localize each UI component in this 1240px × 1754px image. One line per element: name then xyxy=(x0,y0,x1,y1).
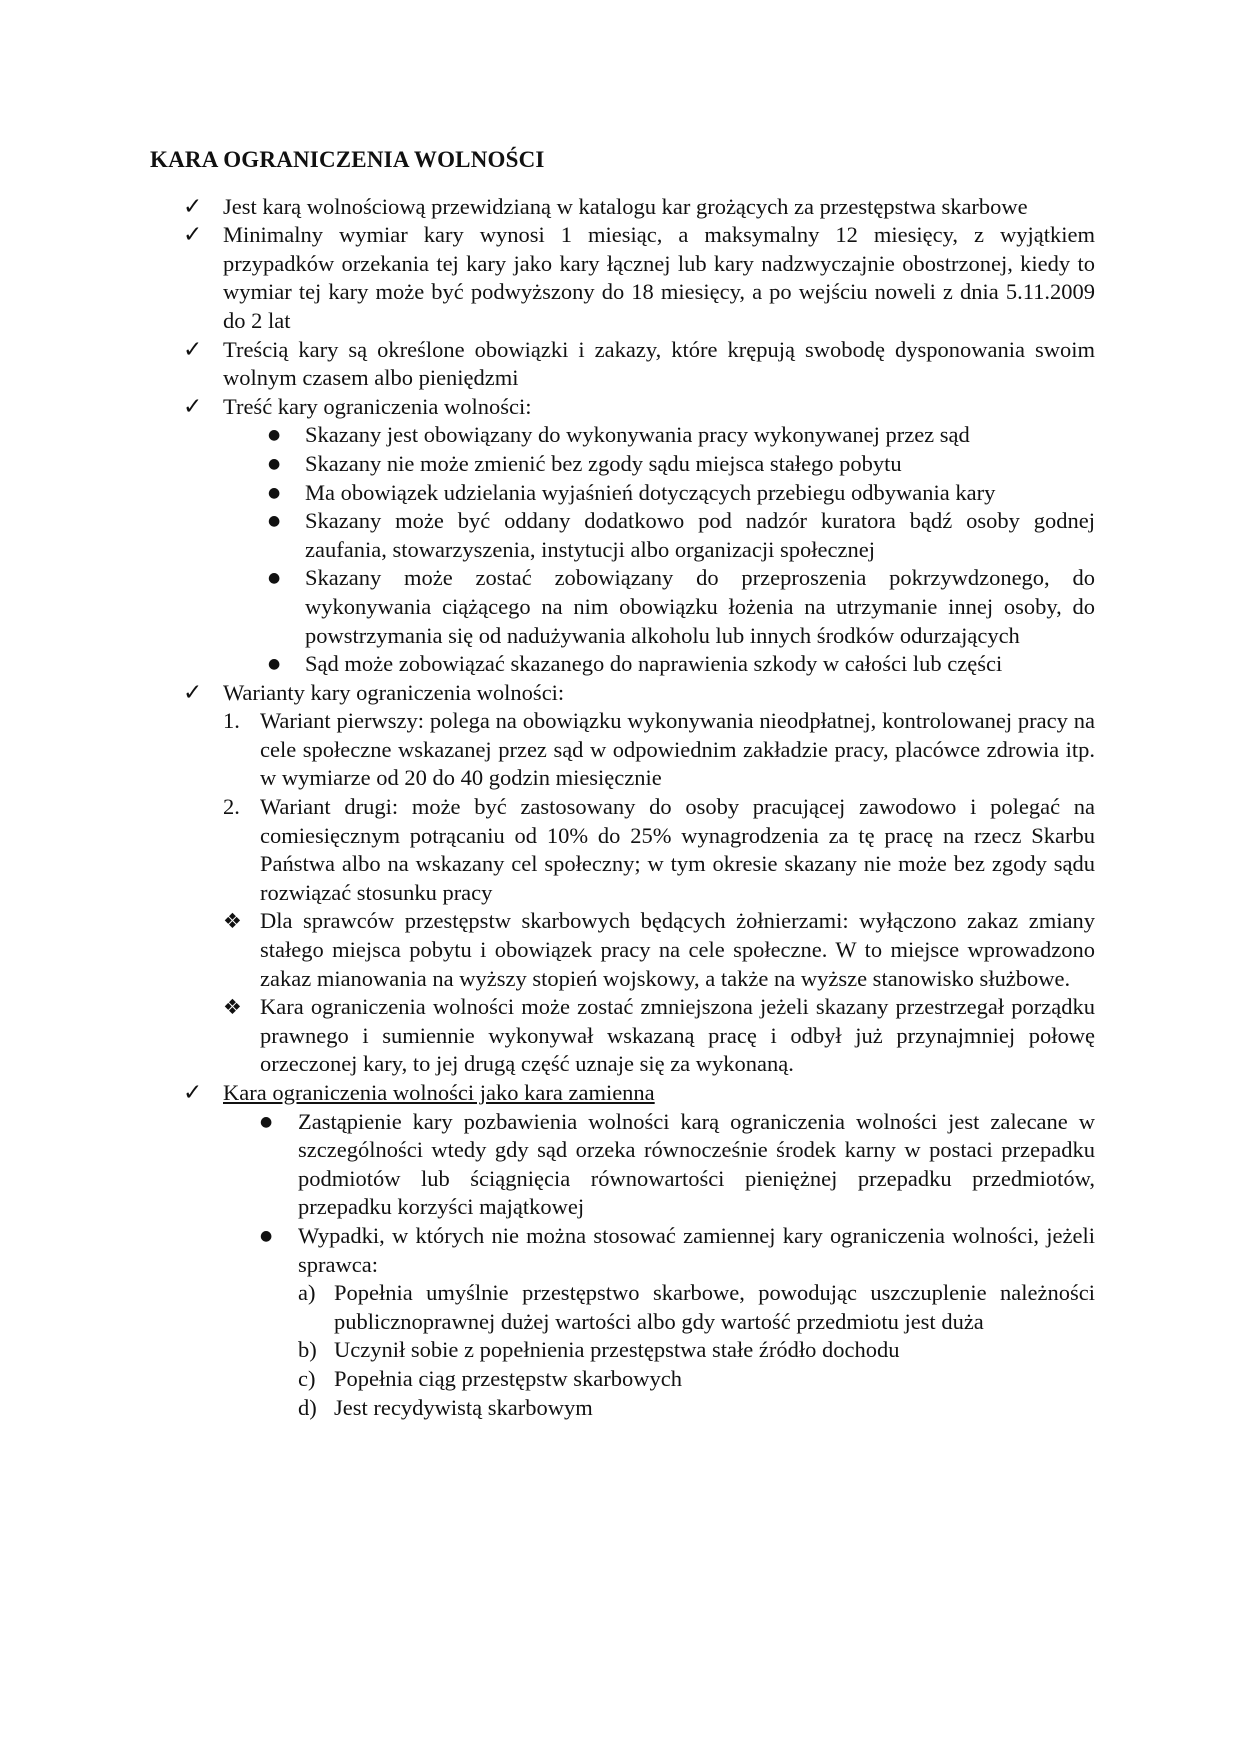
bullet-icon: ● xyxy=(260,1113,273,1130)
list-item: ✓ Treścią kary są określone obowiązki i zakazy, które krępują swobodę dysponowania swoim wolnym czasem albo pieniędzmi xyxy=(183,336,1095,391)
diamond-icon: ❖ xyxy=(223,909,242,934)
bullet-icon: ● xyxy=(268,484,281,501)
sub-list-item: ● Ma obowiązek udzielania wyjaśnień dotyczących przebiegu odbywania kary xyxy=(150,479,1095,508)
list-item: ✓ Jest karą wolnościową przewidzianą w katalogu kar grożących za przestępstwa skarbowe xyxy=(183,193,1028,220)
check-mark-icon: ✓ xyxy=(183,1080,203,1106)
lettered-item: b) Uczynił sobie z popełnienia przestępstwa stałe źródło dochodu xyxy=(298,1337,900,1363)
sub-list-item: ● Skazany może być oddany dodatkowo pod nadzór kuratora bądź osoby godnej zaufania, stowarzyszenia, instytucji albo organizacji społecznej xyxy=(268,508,1095,562)
list-item: ✓ Treść kary ograniczenia wolności: xyxy=(183,393,532,420)
note-item: ❖ Dla sprawców przestępstw skarbowych będących żołnierzami: wyłączono zakaz zmiany stałego miejsca pobytu i obowiązek pracy na cele społeczne. W to miejsce wprowadzono zakaz mianowania na wyższy stopień wojskowy, a także na wyższe stanowisko służbowe. xyxy=(223,908,1095,991)
lettered-item: c) Popełnia ciąg przestępstw skarbowych xyxy=(298,1365,683,1391)
bullet-icon: ● xyxy=(268,570,281,587)
document-page xyxy=(150,146,1095,1422)
section-heading: Kara ograniczenia wolności jako kara zamienna xyxy=(223,1080,655,1105)
check-mark-icon: ✓ xyxy=(183,679,203,706)
lettered-item: d) Jest recydywistą skarbowym xyxy=(298,1394,593,1420)
bullet-icon: ● xyxy=(268,455,281,472)
check-mark-icon: ✓ xyxy=(183,222,203,249)
numbered-item: 1. Wariant pierwszy: polega na obowiązku wykonywania nieodpłatnej, kontrolowanej pracy na cele społeczne wskazanej przez sąd w odpowiednim zakładzie pracy, placówce zdrowia itp. w wymiarze od 20 do 40 godzin miesięcznie xyxy=(223,708,1095,791)
sub-list-item: ● Skazany nie może zmienić bez zgody sądu miejsca stałego pobytu xyxy=(150,450,1095,479)
check-mark-icon: ✓ xyxy=(183,393,203,420)
sub-list-item: ● Zastąpienie kary pozbawienia wolności karą ograniczenia wolności jest zalecane w szczególności wtedy gdy sąd orzeka równocześnie środek karny w postaci przepadku podmiotów lub ściągnięcia równowartości pieniężnej przepadku przedmiotów, przepadku korzyści majątkowej xyxy=(260,1108,1095,1220)
sub-list-item: ● Skazany może zostać zobowiązany do przeproszenia pokrzywdzonego, do wykonywania ciążącego na nim obowiązku łożenia na utrzymanie innej osoby, do powstrzymania się od nadużywania alkoholu lub innych środków odurzających xyxy=(268,565,1095,648)
list-item xyxy=(150,1079,1095,1108)
sub-list-item: ● Sąd może zobowiązać skazanego do naprawienia szkody w całości lub części xyxy=(150,650,1095,679)
numbered-item: 2. Wariant drugi: może być zastosowany do osoby pracującej zawodowo i polegać na comiesięcznym potrącaniu od 10% do 25% wynagrodzenia za tę pracę na rzecz Skarbu Państwa albo na wskazany cel społeczny; w tym okresie skazany nie może bez zgody sądu rozwiązać stosunku pracy xyxy=(223,794,1095,905)
page-title: KARA OGRANICZENIA WOLNOŚCI xyxy=(150,147,545,172)
sub-list-item: ● Skazany jest obowiązany do wykonywania pracy wykonywanej przez sąd xyxy=(150,421,1095,450)
sub-list-item: ● Wypadki, w których nie można stosować zamiennej kary ograniczenia wolności, jeżeli sprawca: xyxy=(260,1222,1095,1277)
bullet-icon: ● xyxy=(260,1227,273,1244)
list-item: ✓ Warianty kary ograniczenia wolności: xyxy=(183,679,565,706)
list-item: ✓ Minimalny wymiar kary wynosi 1 miesiąc, a maksymalny 12 miesięcy, z wyjątkiem przypadków orzekania tej kary jako kary łącznej lub kary nadzwyczajnie obostrzonej, kiedy to wymiar tej kary może być podwyższony do 18 miesięcy, a po wejściu noweli z dnia 5.11.2009 do 2 lat xyxy=(183,222,1095,333)
note-item: ❖ Kara ograniczenia wolności może zostać zmniejszona jeżeli skazany przestrzegał porządku prawnego i sumiennie wykonywał wskazaną pracę i odbył już przynajmniej połowę orzeczonej kary, to jej drugą część uznaje się za wykonaną. xyxy=(223,994,1095,1077)
bullet-icon: ● xyxy=(268,427,281,444)
lettered-item: a) Popełnia umyślnie przestępstwo skarbowe, powodując uszczuplenie należności publicznoprawnej dużej wartości albo gdy wartość przedmiotu jest duża xyxy=(298,1280,1095,1334)
check-mark-icon: ✓ xyxy=(183,193,203,220)
check-mark-icon: ✓ xyxy=(183,336,203,363)
bullet-icon: ● xyxy=(268,513,281,530)
diamond-icon: ❖ xyxy=(223,995,242,1020)
bullet-icon: ● xyxy=(268,656,281,673)
